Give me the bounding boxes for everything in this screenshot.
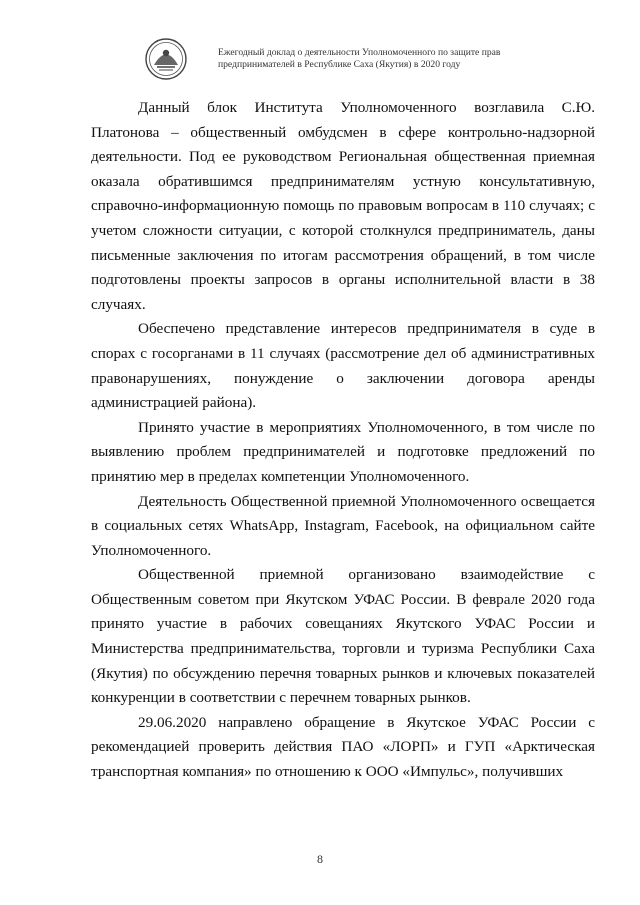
paragraph: Обеспечено представление интересов предпринимателя в суде в спорах с госорганами в 11 случаях (рассмотрение дел об административных правонарушениях, понуждение о заключении договора аренды администрацией района). — [91, 320, 595, 412]
document-body — [91, 96, 595, 785]
page-number: 8 — [317, 852, 323, 866]
paragraph: 29.06.2020 направлено обращение в Якутское УФАС России с рекомендацией проверить действия ПАО «ЛОРП» и ГУП «Арктическая транспортная компания» по отношению к ООО «Импульс», получивших — [91, 713, 595, 781]
emblem-icon — [145, 38, 187, 80]
paragraph: Данный блок Института Уполномоченного возглавила С.Ю. Платонова – общественный омбудсмен в сфере контрольно-надзорной деятельности. Под ее руководством Региональная общественная приемная оказала обратившимся предпринимателям устную консультативную, справочно-информационную помощь по правовым вопросам в 110 случаях; с учетом сложности ситуации, с которой столкнулся предприниматель, даны письменные заключения по итогам рассмотрения обращений, в том числе подготовлены проекты запросов в органы исполнительной власти в 38 случаях. — [91, 99, 595, 313]
header-title — [218, 47, 500, 71]
page-header — [145, 38, 605, 78]
paragraph: Деятельность Общественной приемной Уполномоченного освещается в социальных сетях WhatsApp, Instagram, Facebook, на официальном сайте Уполномоченного. — [91, 492, 595, 559]
paragraph: Принято участие в мероприятиях Уполномоченного, в том числе по выявлению проблем предпринимателей и подготовке предложений по принятию мер в пределах компетенции Уполномоченного. — [91, 418, 595, 485]
header-line-2: предпринимателей в Республике Саха (Якутия) в 2020 году — [218, 59, 461, 70]
header-line-1: Ежегодный доклад о деятельности Уполномоченного по защите прав — [218, 47, 501, 58]
paragraph: Общественной приемной организовано взаимодействие с Общественным советом при Якутском УФАС России. В феврале 2020 года принято участие в рабочих совещаниях Якутского УФАС России и Министерства предпринимательства, торговли и туризма Республики Саха (Якутия) по обсуждению перечня товарных рынков и ключевых показателей конкуренции в соответствии с перечнем товарных рынков. — [91, 566, 595, 707]
